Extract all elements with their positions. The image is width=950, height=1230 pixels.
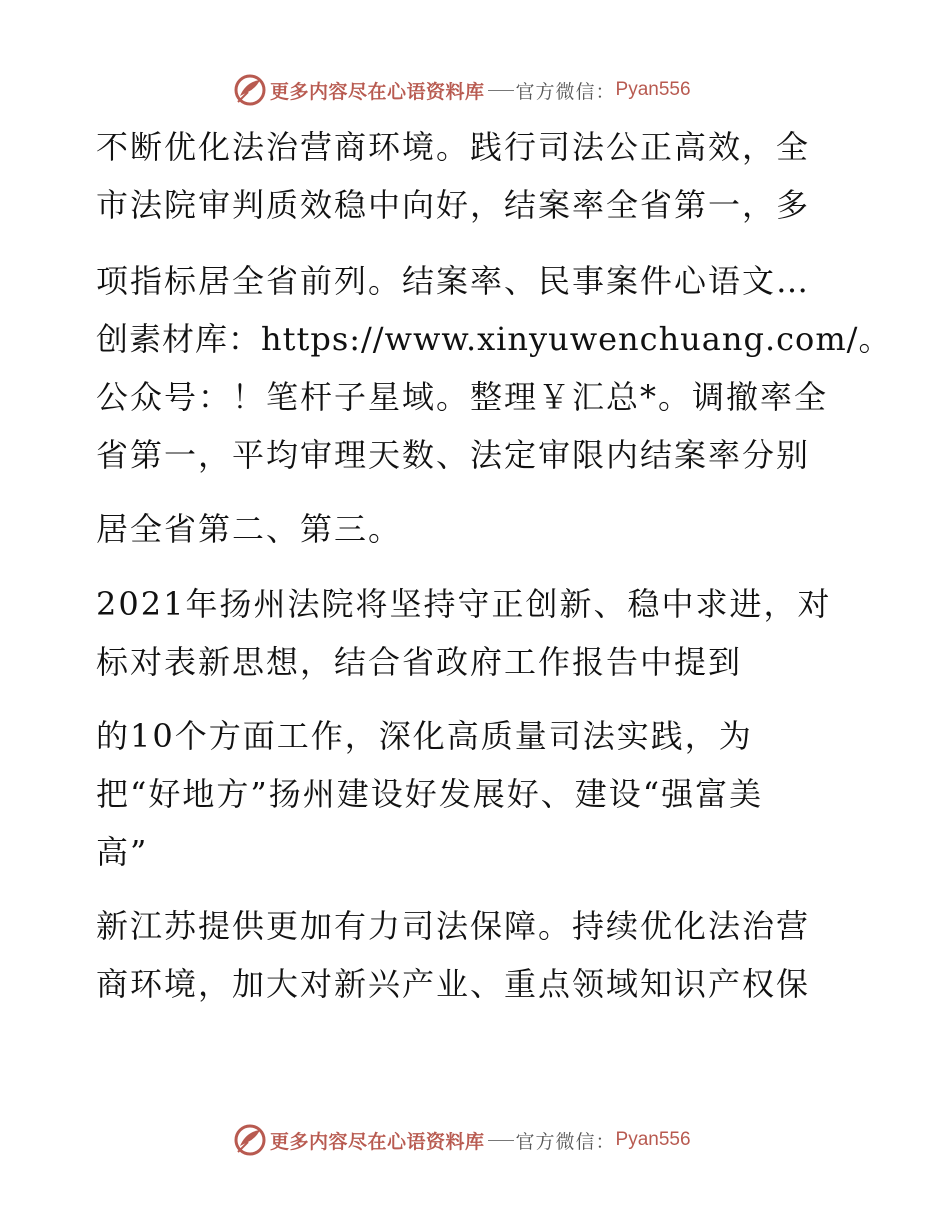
body-line: 项指标居全省前列。结案率、民事案件心语文… xyxy=(96,262,811,300)
footer-banner xyxy=(234,1122,691,1158)
body-line: 高” xyxy=(96,833,149,871)
quill-logo-icon xyxy=(234,1124,266,1156)
body-line: 商环境，加大对新兴产业、重点领域知识产权保 xyxy=(96,965,811,1003)
header-site-name: 更多内容尽在心语资料库 xyxy=(270,80,485,103)
body-line: 不断优化法治营商环境。践行司法公正高效，全 xyxy=(96,128,811,166)
body-line: 新江苏提供更加有力司法保障。持续优化法治营 xyxy=(96,907,811,945)
footer-divider xyxy=(488,1140,514,1141)
body-line: 标对表新思想，结合省政府工作报告中提到 xyxy=(96,643,743,681)
header-banner xyxy=(234,72,691,108)
footer-wechat-id: Pyan556 xyxy=(615,1129,691,1150)
quill-logo-icon xyxy=(234,74,266,106)
body-line: 省第一，平均审理天数、法定审限内结案率分别 xyxy=(96,436,811,474)
body-line: 把“好地方”扬州建设好发展好、建设“强富美 xyxy=(96,775,764,813)
header-official-label: 官方微信： xyxy=(515,80,616,103)
body-line: 的10个方面工作，深化高质量司法实践，为 xyxy=(96,717,753,755)
body-line: 创素材库：https://www.xinyuwenchuang.com/。 xyxy=(96,320,892,358)
body-line: 居全省第二、第三。 xyxy=(96,510,403,548)
footer-site-name: 更多内容尽在心语资料库 xyxy=(270,1130,485,1153)
header-wechat-id: Pyan556 xyxy=(615,79,691,100)
body-line: 公众号：！笔杆子星域。整理￥汇总*。调撤率全 xyxy=(96,378,829,416)
header-divider xyxy=(488,90,514,91)
footer-official-label: 官方微信： xyxy=(515,1130,616,1153)
body-line: 市法院审判质效稳中向好，结案率全省第一，多 xyxy=(96,186,811,224)
body-line: 2021年扬州法院将坚持守正创新、稳中求进，对 xyxy=(96,585,832,623)
